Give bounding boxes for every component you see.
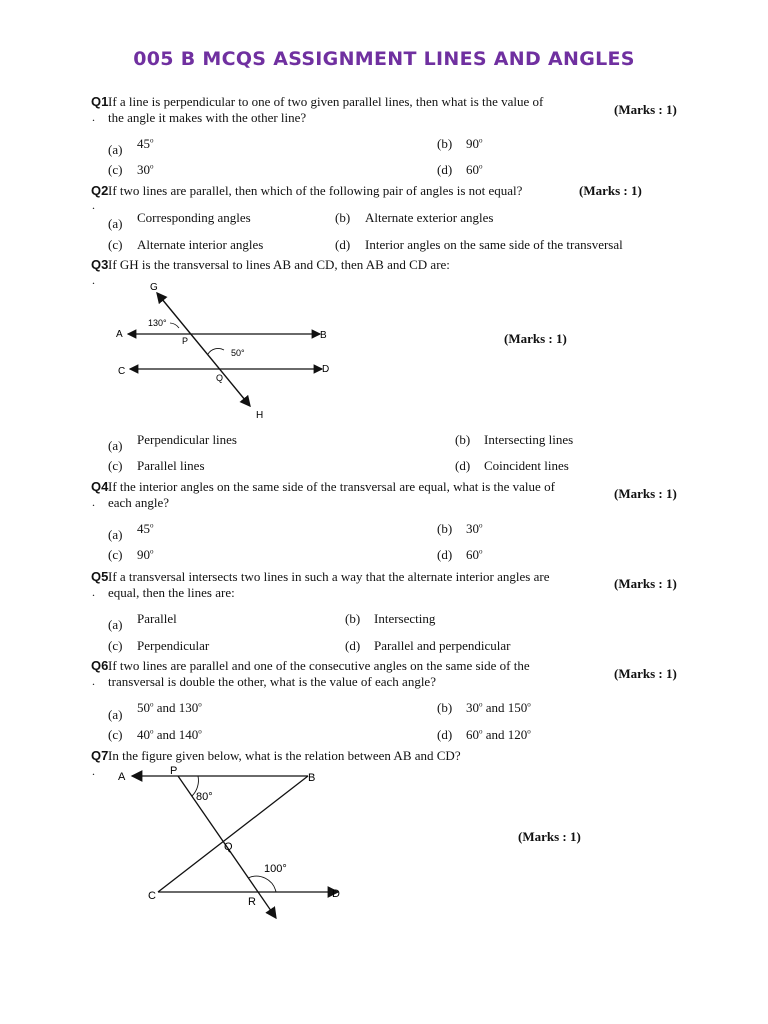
option-label: (b) — [437, 700, 453, 715]
label-q: Q — [216, 373, 224, 383]
angle-label: 100° — [264, 863, 287, 875]
option-text: 50$^o$ and 130$^o$ — [137, 700, 202, 715]
option-label: (c) — [108, 458, 123, 473]
marks-label: (Marks : 1) — [518, 829, 581, 844]
page-title: 005 B MCQS ASSIGNMENT LINES AND ANGLES — [133, 48, 635, 70]
marks-label: (Marks : 1) — [504, 331, 567, 346]
label-r: R — [248, 896, 256, 908]
option-label: (d) — [437, 547, 453, 562]
option-label: (c) — [108, 237, 123, 252]
label-d: D — [332, 888, 340, 900]
option-text: 60$^o$ — [466, 162, 483, 177]
option-text: 30$^o$ and 150$^o$ — [466, 700, 531, 715]
dot: . — [92, 674, 95, 688]
label-g: G — [150, 282, 158, 293]
question-text: If two lines are parallel and one of the consecutive angles on the same side of the — [108, 658, 530, 673]
option-label: (b) — [455, 432, 471, 447]
question-number: Q3 — [91, 257, 109, 272]
option-text: Intersecting — [374, 611, 436, 626]
dot: . — [92, 273, 95, 287]
angle-label: 50° — [231, 348, 245, 358]
option-text: 90$^o$ — [466, 136, 483, 151]
question-text: In the figure given below, what is the relation between AB and CD? — [108, 748, 461, 763]
question-number: Q2 — [91, 183, 109, 198]
label-a: A — [118, 771, 126, 783]
question-text: If a transversal intersects two lines in such a way that the alternate interior angles are — [108, 569, 550, 584]
option-label: (a) — [108, 527, 123, 542]
dot: . — [92, 764, 95, 778]
option-text: Alternate interior angles — [137, 237, 264, 252]
marks-label: (Marks : 1) — [579, 183, 642, 198]
option-label: (a) — [108, 707, 123, 722]
option-text: Parallel — [137, 611, 177, 626]
option-label: (b) — [345, 611, 361, 626]
question-text: If two lines are parallel, then which of the following pair of angles is not equal? — [108, 183, 523, 198]
question-text: transversal is double the other, what is the value of each angle? — [108, 674, 436, 689]
marks-label: (Marks : 1) — [614, 666, 677, 681]
transversal-figure — [110, 278, 350, 424]
question-text: If the interior angles on the same side of the transversal are equal, what is the value of — [108, 479, 555, 494]
option-text: Intersecting lines — [484, 432, 574, 447]
label-p: P — [182, 336, 189, 346]
question-text: the angle it makes with the other line? — [108, 110, 307, 125]
label-b: B — [308, 772, 316, 784]
option-label: (a) — [108, 617, 123, 632]
angle-label: 130° — [148, 318, 167, 328]
option-text: Corresponding angles — [137, 210, 251, 225]
option-text: 60$^o$ and 120$^o$ — [466, 727, 531, 742]
angle-label: 80° — [196, 791, 213, 803]
option-text: Parallel and perpendicular — [374, 638, 511, 653]
option-label: (d) — [437, 162, 453, 177]
option-label: (a) — [108, 216, 123, 231]
dot: . — [92, 495, 95, 509]
option-label: (d) — [437, 727, 453, 742]
option-label: (c) — [108, 162, 123, 177]
option-text: Perpendicular lines — [137, 432, 237, 447]
option-text: 30$^o$ — [137, 162, 154, 177]
marks-label: (Marks : 1) — [614, 102, 677, 117]
label-p: P — [170, 765, 178, 777]
relation-figure — [110, 762, 360, 932]
question-number: Q6 — [91, 658, 109, 673]
option-text: 40$^o$ and 140$^o$ — [137, 727, 202, 742]
option-text: 60$^o$ — [466, 547, 483, 562]
label-c: C — [148, 890, 156, 902]
question-number: Q4 — [91, 479, 109, 494]
question-number: Q5 — [91, 569, 109, 584]
angle-arc — [170, 323, 179, 328]
question-text: If GH is the transversal to lines AB and CD, then AB and CD are: — [108, 257, 450, 272]
label-q: Q — [224, 841, 233, 853]
option-text: Parallel lines — [137, 458, 205, 473]
option-text: 30$^o$ — [466, 521, 483, 536]
question-number: Q1 — [91, 94, 109, 109]
question-text: equal, then the lines are: — [108, 585, 235, 600]
marks-label: (Marks : 1) — [614, 486, 677, 501]
option-text: 45$^o$ — [137, 136, 154, 151]
dot: . — [92, 585, 95, 599]
question-text: If a line is perpendicular to one of two given parallel lines, then what is the value of — [108, 94, 544, 109]
option-label: (b) — [437, 521, 453, 536]
label-h: H — [256, 410, 264, 421]
option-label: (c) — [108, 727, 123, 742]
option-text: 90$^o$ — [137, 547, 154, 562]
option-label: (d) — [455, 458, 471, 473]
option-label: (c) — [108, 638, 123, 653]
label-d: D — [322, 364, 330, 375]
option-text: 45$^o$ — [137, 521, 154, 536]
option-label: (d) — [335, 237, 351, 252]
option-label: (d) — [345, 638, 361, 653]
question-text: each angle? — [108, 495, 169, 510]
option-text: Coincident lines — [484, 458, 569, 473]
label-b: B — [320, 330, 327, 341]
option-label: (a) — [108, 142, 123, 157]
option-text: Alternate exterior angles — [365, 210, 494, 225]
option-label: (c) — [108, 547, 123, 562]
label-c: C — [118, 366, 126, 377]
option-label: (b) — [335, 210, 351, 225]
question-number: Q7 — [91, 748, 109, 763]
angle-arc — [208, 348, 224, 354]
label-a: A — [116, 329, 123, 340]
option-label: (b) — [437, 136, 453, 151]
dot: . — [92, 198, 95, 212]
option-label: (a) — [108, 438, 123, 453]
option-text: Perpendicular — [137, 638, 210, 653]
marks-label: (Marks : 1) — [614, 576, 677, 591]
option-text: Interior angles on the same side of the transversal — [365, 237, 623, 252]
dot: . — [92, 110, 95, 124]
